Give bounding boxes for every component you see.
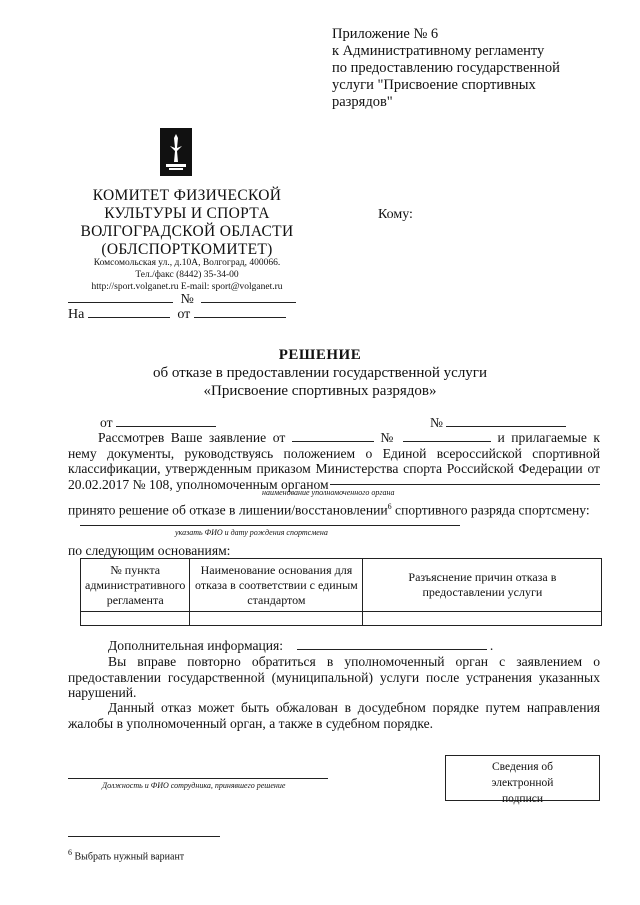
org-name-line: (ОБЛСПОРТКОМИТЕТ) [101, 241, 273, 258]
na-field[interactable] [88, 317, 170, 318]
outgoing-number [68, 292, 296, 322]
e-signature-box: Сведения об электронной подписи [445, 755, 600, 801]
application-date-field[interactable] [292, 441, 374, 442]
org-phone: Тел./факс (8442) 35-34-00 [135, 270, 239, 280]
table-cell[interactable] [363, 612, 602, 626]
signature-hint: Должность и ФИО сотрудника, принявшего решение [102, 781, 286, 790]
recipient-label: Кому: [378, 207, 413, 222]
org-name-line: КОМИТЕТ ФИЗИЧЕСКОЙ [92, 187, 282, 204]
appendix-line: разрядов" [332, 94, 393, 110]
org-name-line: КУЛЬТУРЫ И СПОРТА [104, 205, 270, 222]
number-field[interactable] [201, 302, 296, 303]
appendix-line: к Административному регламенту [332, 43, 545, 59]
paragraph-appeal: Данный отказ может быть обжалован в досудебном порядке путем направления жалобы в уполномоченный орган, а также в судебном порядке. [68, 700, 600, 731]
org-address: Комсомольская ул., д.10А, Волгоград, 400066. [93, 258, 281, 268]
org-name [62, 187, 312, 259]
title-sub: об отказе в предоставлении государственной услуги [152, 365, 487, 381]
footnote-divider [68, 836, 220, 837]
ot-label: от [177, 307, 191, 322]
org-name-field[interactable] [330, 484, 600, 485]
paragraph-review: Рассмотрев Ваше заявление от № и прилагаемые к нему документы, руководствуясь положением о Единой всероссийской спортивной классификации, утвержденным приказом Министерства спорта Российской Федерации от 20.02.2017 № 108, уполномоченным органом [68, 430, 600, 492]
appendix-line: Приложение № 6 [332, 26, 439, 42]
signature-line[interactable] [68, 778, 328, 779]
grounds-table [80, 558, 602, 626]
hint-org: наименование уполномоченного органа [262, 488, 395, 497]
table-header-cell: № пункта административного регламента [81, 559, 190, 612]
hint-fio: указать ФИО и дату рождения спортсмена [175, 528, 328, 537]
appendix-line: услуги "Присвоение спортивных [332, 77, 536, 93]
table-header-cell: Разъяснение причин отказа в предоставлении услуги [363, 559, 602, 612]
emblem-icon [160, 128, 192, 176]
decision-date-row: от [100, 415, 216, 431]
additional-info-field[interactable] [297, 649, 487, 650]
org-web: http://sport.volganet.ru E-mail: sport@volganet.ru [91, 282, 283, 292]
table-cell[interactable] [81, 612, 190, 626]
footnote: $^6$ Выбрать нужный вариант [68, 848, 185, 863]
additional-info-row: Дополнительная информация: . [108, 638, 494, 653]
decision-date-field[interactable] [116, 426, 216, 427]
na-label: На [68, 307, 85, 322]
number-label: № [180, 292, 194, 307]
appendix-line: по предоставлению государственной [332, 60, 560, 76]
org-name-line: ВОЛГОГРАДСКОЙ ОБЛАСТИ [80, 223, 294, 240]
paragraph-decision: принято решение об отказе в лишении/восстановлении$^6$ спортивного разряда спортсмену: [68, 502, 590, 518]
athlete-field[interactable] [80, 525, 460, 526]
grounds-label: по следующим основаниям: [68, 543, 231, 558]
application-number-field[interactable] [403, 441, 491, 442]
appendix-header [332, 26, 560, 111]
ot-date-field[interactable] [194, 317, 286, 318]
table-header-cell: Наименование основания для отказа в соответствии с единым стандартом [190, 559, 363, 612]
document-title [0, 346, 640, 400]
org-contacts [62, 257, 312, 293]
decision-number-row: № [430, 415, 566, 431]
paragraph-reapply: Вы вправе повторно обратиться в уполномоченный орган с заявлением о предоставлении государственной (муниципальной) услуги после устранения указанных нарушений. [68, 654, 600, 700]
title-main: РЕШЕНИЕ [278, 347, 362, 363]
title-sub: «Присвоение спортивных разрядов» [203, 383, 437, 399]
table-cell[interactable] [190, 612, 363, 626]
decision-number-field[interactable] [446, 426, 566, 427]
